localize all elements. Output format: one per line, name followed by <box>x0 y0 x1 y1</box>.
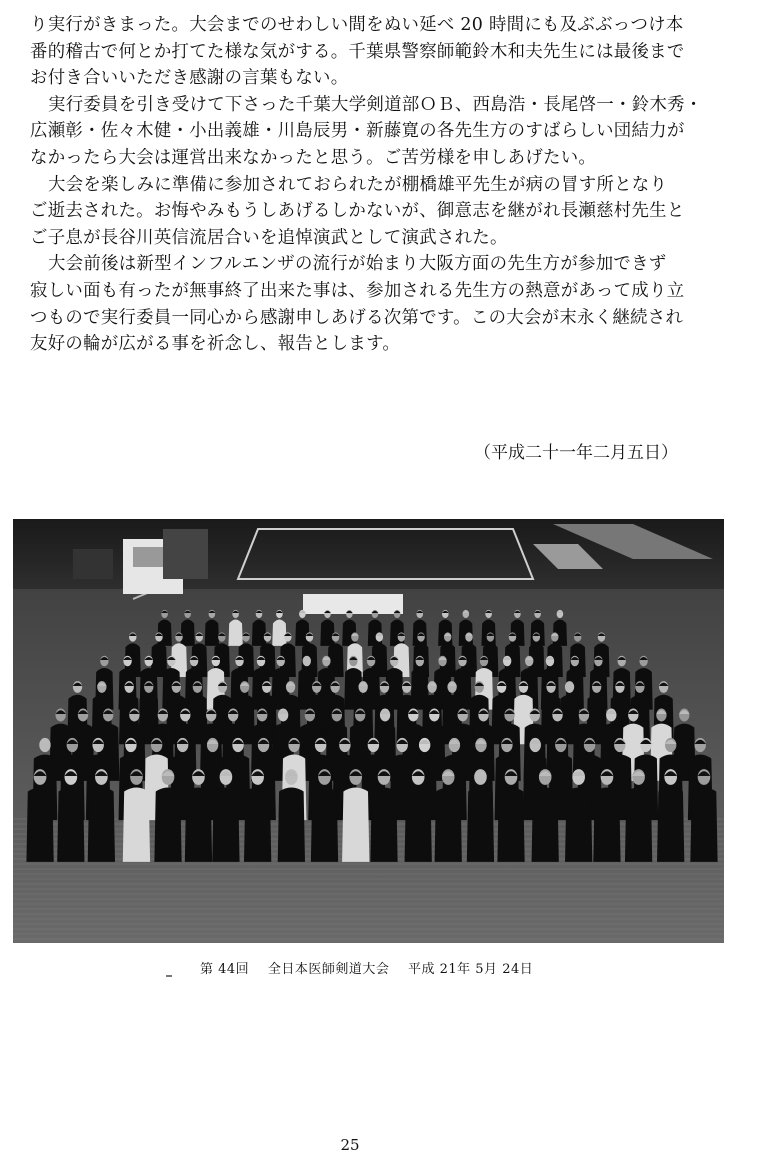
paragraph <box>30 251 730 357</box>
text-line: ご逝去された。お悔やみもうしあげるしかないが、御意志を継がれ長瀬慈村先生と <box>30 201 685 222</box>
caption-event-date: 平成 21年 5月 24日 <box>407 962 534 977</box>
text-line: 番的稽古で何とか打てた様な気がする。千葉県警察師範鈴木和夫先生には最後まで <box>30 41 685 62</box>
caption-event-name: 全日本医師剣道大会 <box>267 962 390 977</box>
text-line: 大会前後は新型インフルエンザの流行が始まり大阪方面の先生方が参加できず <box>48 254 667 275</box>
photo-caption <box>200 958 547 977</box>
text-line: 広瀬彰・佐々木健・小出義雄・川島辰男・新藤寛の各先生方のすばらしい団結力が <box>30 121 685 142</box>
text-line: 大会を楽しみに準備に参加されておられたが棚橋雄平先生が病の冒す所となり <box>48 174 668 195</box>
text-line: 実行委員を引き受けて下さった千葉大学剣道部ＯＢ、西島浩・長尾啓一・鈴木秀・ <box>48 94 703 115</box>
text-line: ご子息が長谷川英信流居合いを追悼演武として演武された。 <box>30 227 508 248</box>
text-line: お付き合いいただき感謝の言葉もない。 <box>30 68 349 89</box>
scan-speck <box>166 975 172 977</box>
paragraph <box>30 12 730 92</box>
text-line: 寂しい面も有ったが無事終了出来た事は、参加される先生方の熱意があって成り立 <box>30 280 685 301</box>
report-date: （平成二十一年二月五日） <box>474 443 678 463</box>
text-line: 友好の輪が広がる事を祈念し、報告とします。 <box>30 334 401 355</box>
page-number: 25 <box>340 1136 360 1154</box>
paragraph <box>30 172 730 252</box>
article-body <box>30 12 730 358</box>
paragraph <box>30 92 730 172</box>
caption-event-number: 第 44回 <box>200 962 250 977</box>
text-line: つもので実行委員一同心から感謝申しあげる次第です。この大会が末永く継続され <box>30 307 684 328</box>
group-photo <box>13 519 724 943</box>
text-line: なかったら大会は運営出来なかったと思う。ご苦労様を申しあげたい。 <box>30 147 597 168</box>
text-line: り実行がきまった。大会までのせわしい間をぬい延べ 20 時間にも及ぶぶっつけ本 <box>30 15 684 35</box>
